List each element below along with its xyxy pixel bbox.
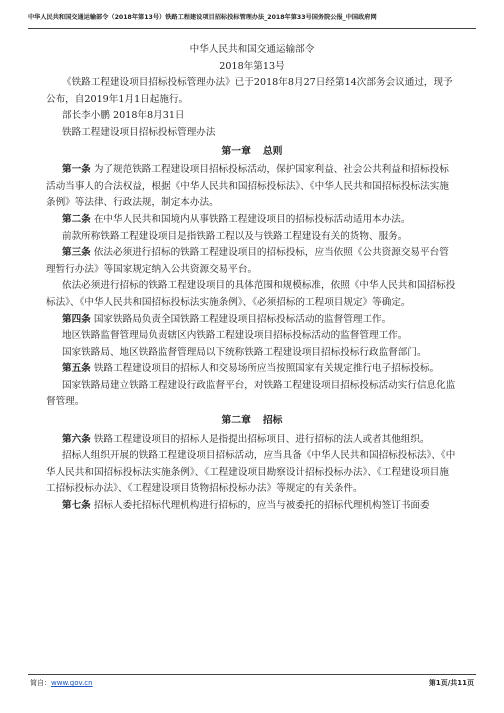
article-3-paragraph-2: 依法必须进行招标的铁路工程建设项目的具体范围和规模标准，依照《中华人民共和国招标投标法》、《中华人民共和国招标投标法实施条例》、《必须招标的工程项目规定》等确定。 — [46, 280, 456, 308]
article-5-paragraph-2: 国家铁路局建立铁路工程建设行政监督平台，对铁路工程建设项目招标投标活动实行信息化监督管理。 — [46, 379, 456, 408]
order-number: 2018年第13号 — [219, 60, 285, 72]
source-label: 简自： — [30, 679, 51, 687]
article-2-paragraph-2: 前款所称铁路工程建设项目是指铁路工程以及与铁路工程建设有关的货物、服务。 — [62, 230, 408, 242]
article-text: 依法必须进行招标的铁路工程建设项目的招标投标，应当依照《公共资源交易平台管理暂行办法》等国家规定纳入公共资源交易平台。 — [46, 247, 449, 275]
article-text: 铁路工程建设项目的招标人是指提出招标项目、进行招标的法人或者其他组织。 — [93, 433, 430, 445]
article-7 — [46, 498, 458, 515]
chapter-heading-2 — [46, 413, 458, 430]
document-body — [46, 42, 458, 515]
article-4-paragraph-2: 地区铁路监督管理局负责辖区内铁路工程建设项目招标投标活动的监督管理工作。 — [62, 330, 408, 342]
article-label: 第一条 — [62, 164, 91, 176]
chapter-number: 第二章 — [221, 415, 251, 427]
article-6 — [46, 432, 458, 449]
page-footer — [28, 674, 476, 691]
article-label: 第五条 — [62, 363, 91, 375]
article-text: 在中华人民共和国境内从事铁路工程建设项目的招标投标活动适用本办法。 — [93, 213, 411, 225]
chapter-name: 招标 — [262, 415, 283, 427]
article-1 — [46, 162, 458, 212]
article-label: 第四条 — [62, 313, 91, 325]
signer: 部长李小鹏 2018年8月31日 — [62, 110, 185, 122]
article-4 — [46, 312, 458, 329]
source-attribution — [30, 675, 93, 691]
issuing-org: 中华人民共和国交通运输部令 — [189, 44, 315, 55]
article-text: 铁路工程建设项目的招标人和交易场所应当按照国家有关规定推行电子招标投标。 — [93, 363, 440, 375]
article-5 — [46, 361, 458, 378]
article-3 — [46, 245, 458, 278]
chapter-name: 总则 — [262, 145, 283, 157]
article-text: 招标人委托招标代理机构进行招标的，应当与被委托的招标代理机构签订书面委 — [93, 500, 430, 512]
article-4-paragraph-3: 国家铁路局、地区铁路监督管理局以下统称铁路工程建设项目招标投标行政监督部门。 — [62, 346, 427, 358]
promulgation-text: 《铁路工程建设项目招标投标管理办法》已于2018年8月27日经第14次部务会议通过，现予公布，自2019年1月1日起施行。 — [46, 77, 453, 105]
article-text: 国家铁路局负责全国铁路工程建设项目招标投标活动的监督管理工作。 — [93, 313, 392, 325]
running-title: 中华人民共和国交通运输部令（2018年第13号）铁路工程建设项目招标投标管理办法_2018年第33号国务院公报_中国政府网 — [28, 14, 377, 21]
article-text: 为了规范铁路工程建设项目招标投标活动，保护国家利益、社会公共利益和招标投标活动当事人的合法权益，根据《中华人民共和国招标投标法》、《中华人民共和国招标投标法实施条例》等法律、行政法规，制定本办法。 — [46, 164, 449, 209]
article-2 — [46, 212, 458, 229]
article-label: 第七条 — [62, 500, 91, 512]
regulation-title: 铁路工程建设项目招标投标管理办法 — [62, 126, 216, 138]
running-header — [28, 8, 476, 29]
chapter-number: 第一章 — [221, 145, 251, 157]
article-label: 第六条 — [62, 433, 91, 445]
chapter-heading-1 — [46, 144, 458, 161]
page-number: 第1页/共11页 — [428, 679, 474, 687]
article-label: 第三条 — [62, 247, 91, 259]
article-label: 第二条 — [62, 213, 91, 225]
article-6-paragraph-2: 招标人组织开展的铁路工程建设项目招标活动，应当具备《中华人民共和国招标投标法》、《中华人民共和国招标投标法实施条例》、《工程建设项目勘察设计招标投标办法》、《工程建设项目施工招标投标办法》、《工程建设项目货物招标投标办法》等规定的有关条件。 — [46, 450, 456, 495]
source-link[interactable]: www.gov.cn — [51, 679, 93, 687]
